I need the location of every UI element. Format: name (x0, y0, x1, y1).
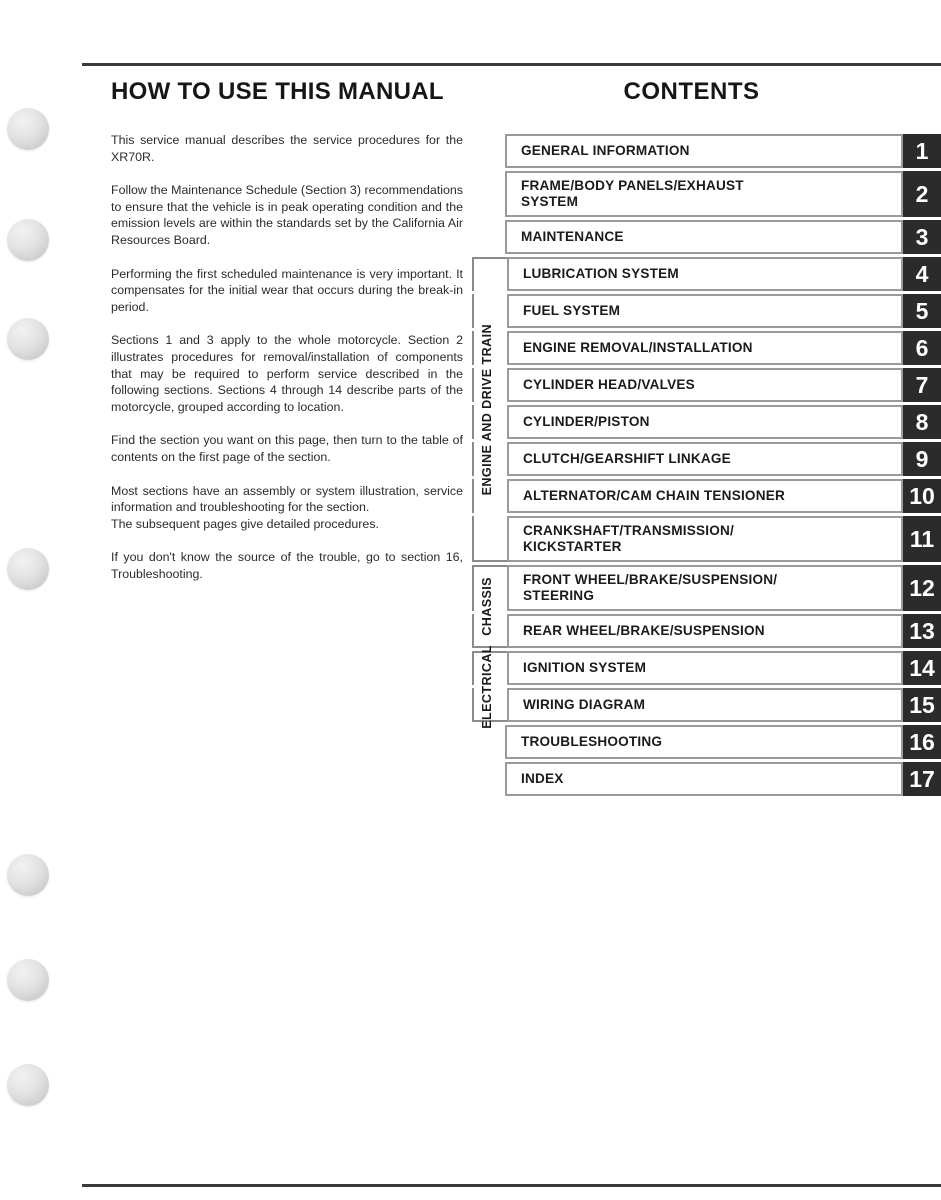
contents-group-gutter (472, 405, 507, 439)
contents-row[interactable] (472, 479, 941, 513)
contents-group-gutter (472, 565, 507, 611)
contents-row[interactable] (472, 220, 941, 254)
contents-row[interactable] (472, 294, 941, 328)
contents-row-title: ALTERNATOR/CAM CHAIN TENSIONER (507, 479, 903, 513)
contents-row[interactable] (472, 688, 941, 722)
intro-paragraph-list (111, 132, 463, 582)
contents-row-title: LUBRICATION SYSTEM (507, 257, 903, 291)
binding-hole-mark (7, 219, 49, 261)
contents-row[interactable] (472, 614, 941, 648)
intro-paragraph: If you don't know the source of the trouble, go to section 16, Troubleshooting. (111, 550, 463, 581)
contents-row-number: 6 (903, 331, 941, 365)
contents-group-gutter (472, 614, 507, 648)
binding-hole-mark (7, 318, 49, 360)
contents-group-gutter (472, 762, 505, 796)
contents-group-gutter (472, 688, 507, 722)
contents-group-label-text: ELECTRICAL (480, 644, 494, 729)
contents-group-gutter (472, 331, 507, 365)
intro-paragraph: The subsequent pages give detailed procedures. (111, 516, 379, 531)
intro-paragraph: Follow the Maintenance Schedule (Section 3) recommendations to ensure that the vehicle is in peak operating condition and the emission levels are within the standards set by the California Air Resources Board. (111, 183, 463, 247)
contents-group-gutter (472, 220, 505, 254)
contents-row[interactable] (472, 651, 941, 685)
intro-paragraph: Most sections have an assembly or system illustration, service information and troubleshooting for the section. (111, 483, 463, 515)
contents-row-title: CLUTCH/GEARSHIFT LINKAGE (507, 442, 903, 476)
contents-row[interactable] (472, 368, 941, 402)
binding-hole-mark (7, 854, 49, 896)
contents-row[interactable] (472, 134, 941, 168)
contents-row[interactable] (472, 762, 941, 796)
contents-row-title: TROUBLESHOOTING (505, 725, 903, 759)
contents-row-number: 14 (903, 651, 941, 685)
binding-hole-mark (7, 108, 49, 150)
contents-table (472, 134, 941, 796)
contents-row-number: 4 (903, 257, 941, 291)
contents-row-title: ENGINE REMOVAL/INSTALLATION (507, 331, 903, 365)
contents-row-number: 13 (903, 614, 941, 648)
page-top-rule (82, 63, 941, 66)
contents-row-title: FUEL SYSTEM (507, 294, 903, 328)
contents-row-title: FRONT WHEEL/BRAKE/SUSPENSION/ STEERING (507, 565, 903, 611)
contents-group-gutter (472, 725, 505, 759)
intro-paragraph: Performing the first scheduled maintenance is very important. It compensates for the initial wear that occurs during the break-in period. (111, 266, 463, 314)
contents-row[interactable] (472, 516, 941, 562)
contents-group-gutter (472, 516, 507, 562)
contents-section (472, 78, 941, 799)
contents-row-number: 10 (903, 479, 941, 513)
contents-row-title: INDEX (505, 762, 903, 796)
contents-title: CONTENTS (623, 78, 760, 105)
contents-group-gutter (472, 294, 507, 328)
contents-row-title: FRAME/BODY PANELS/EXHAUST SYSTEM (505, 171, 903, 217)
contents-row-number: 16 (903, 725, 941, 759)
how-to-use-section (111, 78, 463, 599)
contents-row-number: 11 (903, 516, 941, 562)
contents-group-label-text: CHASSIS (480, 577, 494, 636)
intro-paragraph: Find the section you want on this page, then turn to the table of contents on the first page of the section. (111, 433, 463, 464)
contents-row-title: GENERAL INFORMATION (505, 134, 903, 168)
contents-row[interactable] (472, 405, 941, 439)
contents-row-number: 15 (903, 688, 941, 722)
contents-row-title: WIRING DIAGRAM (507, 688, 903, 722)
contents-group-gutter (472, 442, 507, 476)
contents-row-number: 1 (903, 134, 941, 168)
contents-row[interactable] (472, 331, 941, 365)
binding-hole-mark (7, 1064, 49, 1106)
contents-row-number: 12 (903, 565, 941, 611)
contents-group-gutter (472, 479, 507, 513)
contents-row-number: 17 (903, 762, 941, 796)
contents-group-label-text: ENGINE AND DRIVE TRAIN (480, 323, 494, 496)
contents-row-number: 9 (903, 442, 941, 476)
binding-hole-mark (7, 548, 49, 590)
contents-row-title: REAR WHEEL/BRAKE/SUSPENSION (507, 614, 903, 648)
contents-row-number: 8 (903, 405, 941, 439)
contents-group-gutter (472, 171, 505, 217)
contents-group-gutter (472, 257, 507, 291)
contents-group-gutter (472, 368, 507, 402)
contents-group-gutter (472, 651, 507, 685)
contents-row[interactable] (472, 725, 941, 759)
contents-row-number: 3 (903, 220, 941, 254)
contents-row-title: CYLINDER HEAD/VALVES (507, 368, 903, 402)
contents-row-number: 2 (903, 171, 941, 217)
binding-hole-mark (7, 959, 49, 1001)
contents-row[interactable] (472, 442, 941, 476)
intro-paragraph: This service manual describes the service procedures for the XR70R. (111, 133, 463, 164)
contents-row-title: MAINTENANCE (505, 220, 903, 254)
contents-row-title: CRANKSHAFT/TRANSMISSION/ KICKSTARTER (507, 516, 903, 562)
contents-row-title: IGNITION SYSTEM (507, 651, 903, 685)
contents-row-title: CYLINDER/PISTON (507, 405, 903, 439)
intro-paragraph: Sections 1 and 3 apply to the whole motorcycle. Section 2 illustrates procedures for removal/installation of components that may be required to perform service described in the following sections. Sections 4 through 14 describe parts of the motorcycle, grouped according to location. (111, 333, 463, 414)
contents-group-gutter (472, 134, 505, 168)
contents-row[interactable] (472, 171, 941, 217)
contents-row-number: 7 (903, 368, 941, 402)
contents-row-number: 5 (903, 294, 941, 328)
page-title: HOW TO USE THIS MANUAL (111, 78, 444, 105)
contents-row[interactable] (472, 565, 941, 611)
page-bottom-rule (82, 1184, 941, 1187)
contents-row[interactable] (472, 257, 941, 291)
